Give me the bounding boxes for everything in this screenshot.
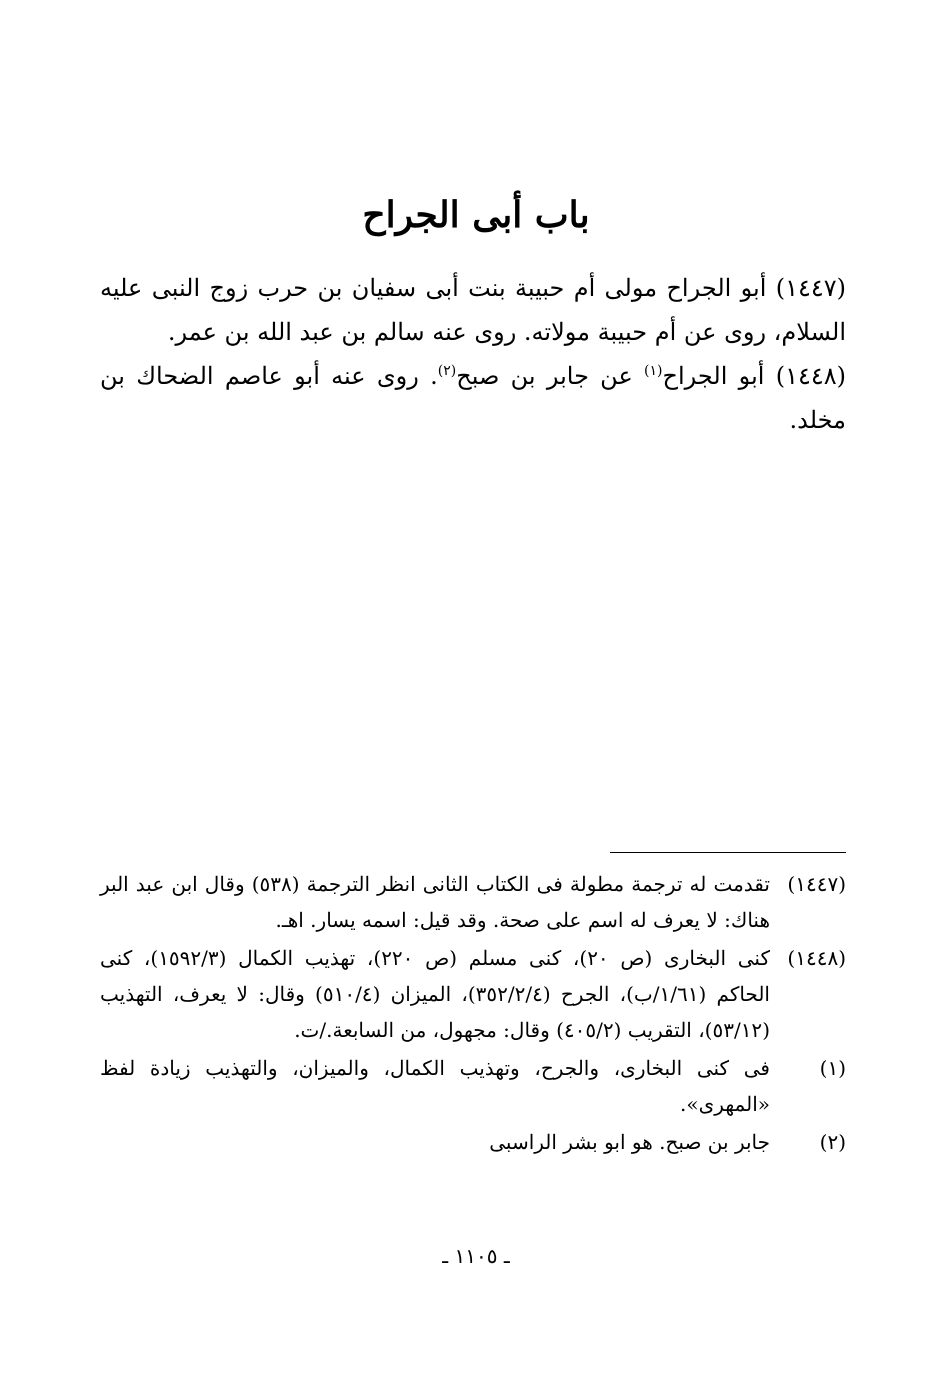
footnote-text: تقدمت له ترجمة مطولة فى الكتاب الثانى انظر الترجمة (٥٣٨) وقال ابن عبد البر هناك: لا يعرف له اسم على صحة. وقد قيل: اسمه يسار. اهـ. <box>100 872 770 932</box>
footnote-ref-1[interactable]: (١) <box>644 363 663 379</box>
entry-1448-part-1: (١٤٤٨) أبو الجراح <box>662 362 846 390</box>
footnote-1447 <box>100 866 846 938</box>
footnote-divider <box>610 852 846 853</box>
footnote-1448 <box>100 940 846 1048</box>
footnote-text: فى كنى البخارى، والجرح، وتهذيب الكمال، والميزان، والتهذيب زيادة لفظ «المهرى». <box>100 1056 770 1116</box>
entry-1448-part-2: عن جابر بن صبح <box>456 362 645 390</box>
footnote-ref-2[interactable]: (٢) <box>437 363 457 379</box>
page-number: ـ ١١٠٥ ـ <box>442 1244 510 1268</box>
entry-1448 <box>100 354 846 442</box>
main-text <box>100 266 846 442</box>
footnote-2 <box>100 1124 846 1160</box>
footnote-key: (١) <box>819 1056 846 1080</box>
entry-1448-part-3: . روى عنه أبو عاصم الضحاك بن مخلد. <box>100 362 846 434</box>
footnote-text: كنى البخارى (ص ٢٠)، كنى مسلم (ص ٢٢٠)، تهذيب الكمال (١٥٩٢/٣)، كنى الحاكم (١/٦١/ب)، الجرح (٣٥٢/٢/٤)، الميزان (٥١٠/٤) وقال: لا يعرف، التهذيب (٥٣/١٢)، التقريب (٤٠٥/٢) وقال: مجهول، من السابعة./ت. <box>100 946 770 1042</box>
footnote-key: (٢) <box>819 1130 846 1154</box>
footnote-text: جابر بن صبح. هو ابو بشر الراسبى <box>489 1130 770 1154</box>
footnote-1 <box>100 1050 846 1122</box>
footnotes <box>100 866 846 1162</box>
footnote-key: (١٤٤٧) <box>787 872 846 896</box>
chapter-title: باب أبى الجراح <box>362 194 590 237</box>
entry-1447: (١٤٤٧) أبو الجراح مولى أم حبيبة بنت أبى سفيان بن حرب زوج النبى عليه السلام، روى عن أم حبيبة مولاته. روى عنه سالم بن عبد الله بن عمر. <box>100 274 846 346</box>
footnote-key: (١٤٤٨) <box>787 946 846 970</box>
